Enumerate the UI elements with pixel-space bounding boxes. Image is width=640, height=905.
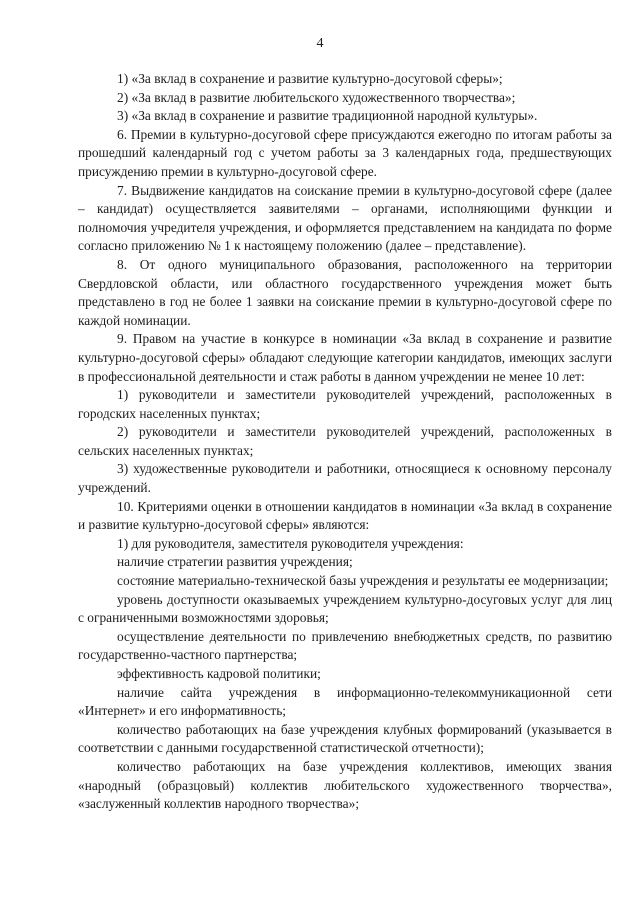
criterion-website: наличие сайта учреждения в информационно-телекоммуникационной сети «Интернет» и его информативность; (78, 684, 612, 719)
criterion-personnel: эффективность кадровой политики; (117, 666, 321, 681)
paragraph-9: 9. Правом на участие в конкурсе в номинации «За вклад в сохранение и развитие культурно-досуговой сферы» обладают следующие категории кандидатов, имеющих заслуги в профессиональной деятельности и стаж работы в данном учреждении не менее 10 лет: (78, 331, 612, 384)
paragraph-nomination-3: 3) «За вклад в сохранение и развитие традиционной народной культуры». (117, 108, 538, 124)
criterion-collectives: количество работающих на базе учреждения коллективов, имеющих звания «народный (образцовый) коллектив любительского художественного творчества», «заслуженный коллектив народного творчества»; (78, 758, 612, 812)
paragraph-7: 7. Выдвижение кандидатов на соискание премии в культурно-досуговой сфере (далее – кандидат) осуществляется заявителями – органами, исполняющими функции и полномочия учредителя учреждения, и оформляется представлением на кандидата по форме согласно приложению № 1 к настоящему положению (далее – представление). (78, 182, 612, 254)
document-body (78, 70, 612, 814)
criterion-extrabudgetary: осуществление деятельности по привлечению внебюджетных средств, по развитию государственно-частного партнерства; (78, 628, 612, 663)
criterion-material-base: состояние материально-технической базы учреждения и результаты ее модернизации; (117, 573, 609, 589)
criterion-strategy: наличие стратегии развития учреждения; (117, 554, 353, 570)
criterion-club-formations: количество работающих на базе учреждения клубных формирований (указывается в соответствии с данными государственной статистической отчетности); (78, 721, 612, 756)
paragraph-10-item-1: 1) для руководителя, заместителя руководителя учреждения: (117, 535, 464, 551)
paragraph-nomination-2: 2) «За вклад в развитие любительского художественного творчества»; (117, 89, 516, 105)
paragraph-10: 10. Критериями оценки в отношении кандидатов в номинации «За вклад в сохранение и развитие культурно-досуговой сферы» являются: (78, 498, 612, 533)
paragraph-nomination-1: 1) «За вклад в сохранение и развитие культурно-досуговой сферы»; (117, 71, 503, 86)
paragraph-9-item-1: 1) руководители и заместители руководителей учреждений, расположенных в городских населенных пунктах; (78, 387, 612, 421)
paragraph-9-item-3: 3) художественные руководители и работники, относящиеся к основному персоналу учреждений. (78, 461, 612, 496)
paragraph-6: 6. Премии в культурно-досуговой сфере присуждаются ежегодно по итогам работы за прошедший календарный год с учетом работы за 3 календарных года, предшествующих присуждению премии в культурно-досуговой сфере. (78, 126, 612, 179)
paragraph-9-item-2: 2) руководители и заместители руководителей учреждений, расположенных в сельских населенных пунктах; (78, 424, 612, 458)
paragraph-8: 8. От одного муниципального образования, расположенного на территории Свердловской области, или областного государственного учреждения может быть представлено в год не более 1 заявки на соискание премии в культурно-досуговой сфере по каждой номинации. (78, 256, 612, 328)
criterion-accessibility: уровень доступности оказываемых учреждением культурно-досуговых услуг для лиц с ограниченными возможностями здоровья; (78, 591, 612, 626)
page-number: 4 (316, 36, 324, 51)
